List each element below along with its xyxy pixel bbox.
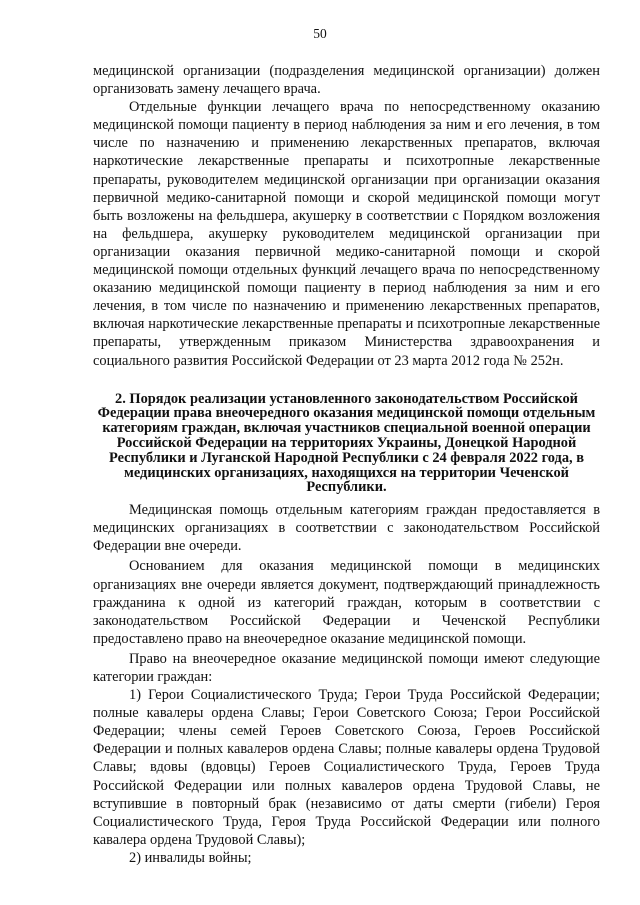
document-body: [93, 62, 600, 867]
paragraph-eligible-categories-intro: Право на внеочередное оказание медицинской помощи имеют следующие категории граждан:: [93, 650, 600, 686]
paragraph-basis-document: Основанием для оказания медицинской помощи в медицинских организациях вне очереди является документ, подтверждающий принадлежность гражданина к одной из категорий граждан, которым в соответствии с законодательством Российской Федерации и Чеченской Республики предоставлено право на внеочередное оказание медицинской помощи.: [93, 558, 600, 647]
paragraph-continuation: медицинской организации (подразделения медицинской организации) должен организовать замену лечащего врача.: [93, 63, 600, 98]
list-item-war-invalids: 2) инвалиды войны;: [129, 849, 252, 866]
paragraph-feldsher-functions: Отдельные функции лечащего врача по непосредственному оказанию медицинской помощи пациенту в период наблюдения за ним и его лечения, в том числе по назначению и применению лекарственных препаратов, включая наркотические лекарственные препараты и психотропные лекарственные препараты, руководителем медицинской организации при организации оказания первичной медико-санитарной помощи и скорой медицинской помощи могут быть возложены на фельдшера, акушерку в соответствии с Порядком возложения на фельдшера, акушерку руководителем медицинской организации при организации оказания первичной медико-санитарной помощи и скорой медицинской помощи отдельных функций лечащего врача по непосредственному оказанию медицинской помощи пациенту в период наблюдения за ним и его лечения, в том числе по назначению и применению лекарственных препаратов, включая наркотические лекарственные препараты и психотропные лекарственные препараты, утвержденным приказом Министерства здравоохранения и социального развития Российской Федерации от 23 марта 2012 года № 252н.: [93, 99, 600, 369]
section-heading: 2. Порядок реализации установленного законодательством Российской Федерации права внеочередного оказания медицинской помощи отдельным категориям граждан, включая участников специальной военной операции Российской Федерации на территориях Украины, Донецкой Народной Республики и Луганской Народной Республики с 24 февраля 2022 года, в медицинских организациях, находящихся на территории Чеченской Республики.: [97, 390, 596, 496]
list-item-heroes: 1) Герои Социалистического Труда; Герои Труда Российской Федерации; полные кавалеры ордена Славы; Герои Советского Союза; Герои Российской Федерации; члены семей Героев Советского Союза, Героев Российской Федерации и полных кавалеров ордена Славы; полные кавалеры ордена Трудовой Славы; вдовы (вдовцы) Героев Социалистического Труда, Героев Труда Российской Федерации или полных кавалеров ордена Трудовой Славы, не вступившие в повторный брак (независимо от даты смерти (гибели) Героя Социалистического Труда, Героя Труда Российской Федерации или полного кавалера ордена Трудовой Славы);: [93, 687, 600, 848]
paragraph-medical-care-out-of-turn: Медицинская помощь отдельным категориям граждан предоставляется в медицинских организациях в соответствии с законодательством Российской Федерации вне очереди.: [93, 502, 600, 555]
page-number: 50: [313, 26, 327, 41]
